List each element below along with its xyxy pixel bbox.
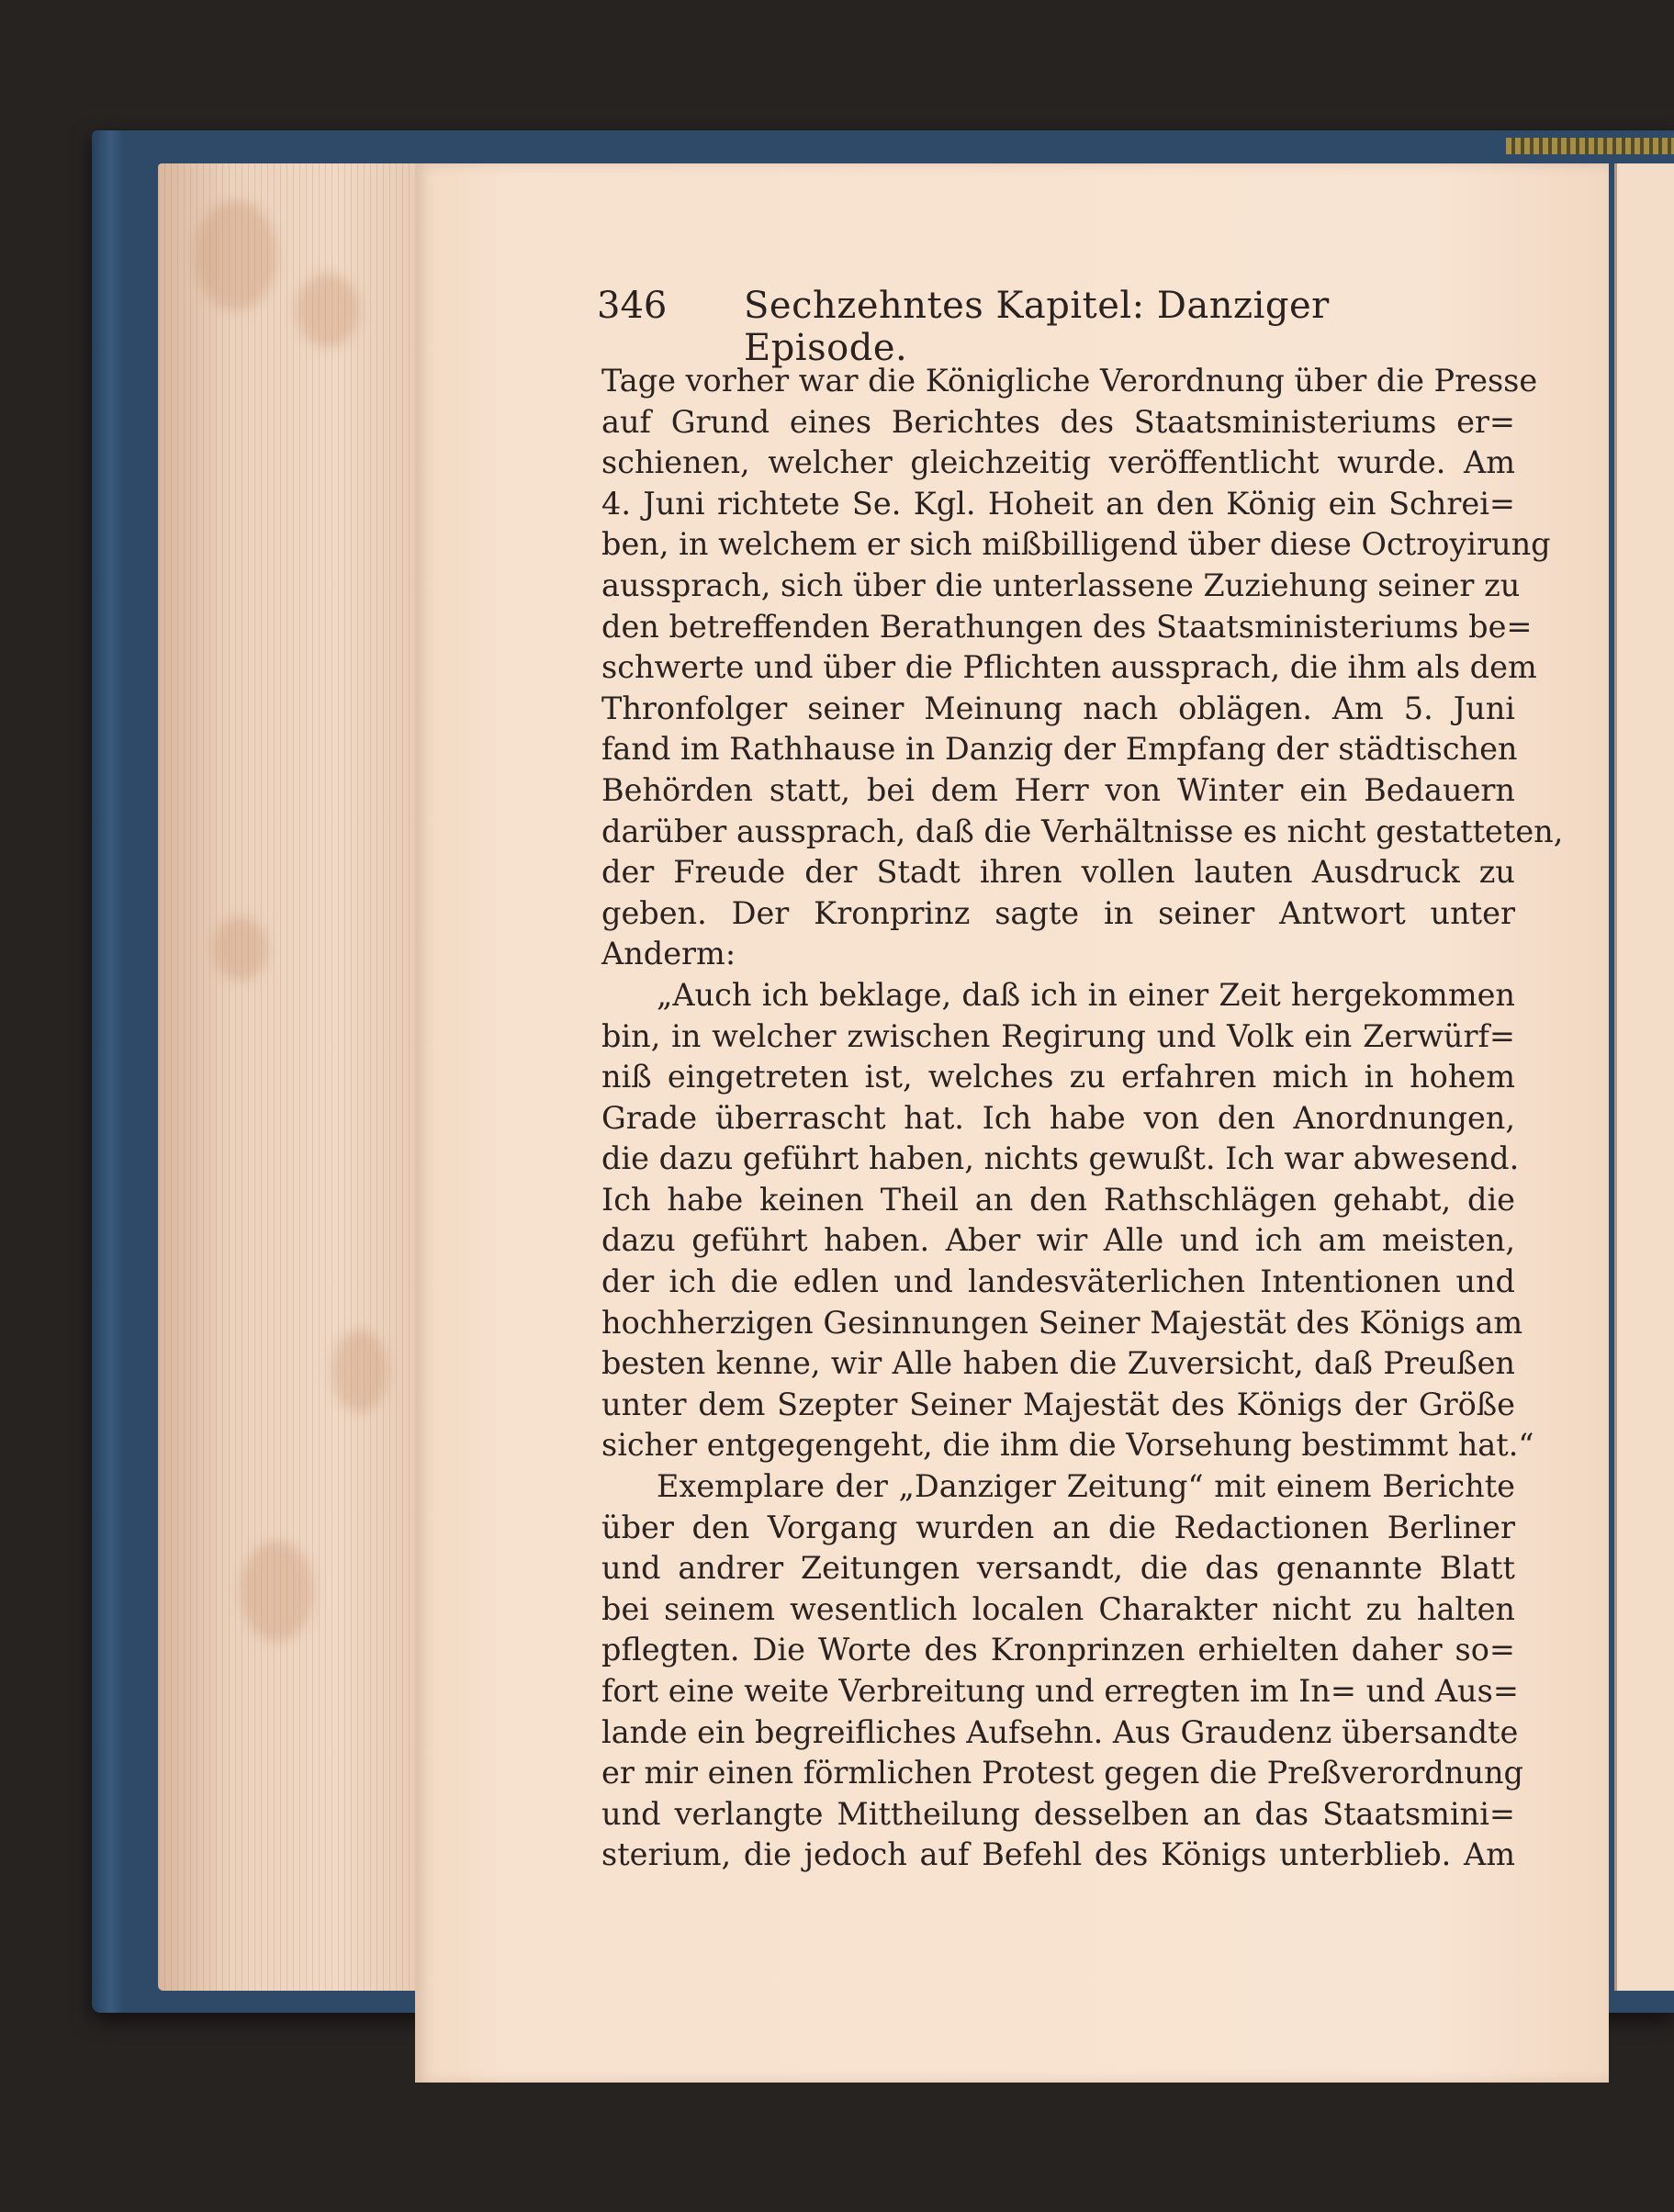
- page-number: 346: [597, 285, 668, 327]
- text-line: pflegten. Die Worte des Kronprinzen erhielten daher so=: [601, 1632, 1515, 1668]
- facing-page-edge: [1614, 163, 1674, 1991]
- text-line: über den Vorgang wurden an die Redactionen Berliner: [601, 1509, 1515, 1545]
- page-body-text: [601, 361, 1564, 1876]
- text-line: unter dem Szepter Seiner Majestät des Königs der Größe: [601, 1386, 1515, 1422]
- text-line: fort eine weite Verbreitung und erregten im In= und Aus=: [601, 1673, 1519, 1709]
- text-line: Anderm:: [601, 936, 736, 972]
- text-line: aussprach, sich über die unterlassene Zuziehung seiner zu: [601, 567, 1521, 603]
- text-line: „Auch ich beklage, daß ich in einer Zeit hergekommen: [657, 976, 1515, 1013]
- text-line: 4. Juni richtete Se. Kgl. Hoheit an den König ein Schrei=: [601, 485, 1515, 522]
- text-line: besten kenne, wir Alle haben die Zuversicht, daß Preußen: [601, 1345, 1515, 1382]
- text-line: Tage vorher war die Königliche Verordnung über die Presse: [601, 363, 1538, 399]
- text-line: schwerte und über die Pflichten aussprach, die ihm als dem: [601, 649, 1537, 686]
- text-line: der ich die edlen und landesväterlichen Intentionen und: [601, 1263, 1515, 1300]
- text-line: er mir einen förmlichen Protest gegen die Preßverordnung: [601, 1755, 1523, 1791]
- text-line: auf Grund eines Berichtes des Staatsministeriums er=: [601, 403, 1515, 440]
- text-line: der Freude der Stadt ihren vollen lauten Ausdruck zu: [601, 854, 1515, 891]
- text-line: Ich habe keinen Theil an den Rathschlägen gehabt, die: [601, 1181, 1515, 1218]
- text-line: sicher entgegengeht, die ihm die Vorsehung bestimmt hat.“: [601, 1427, 1534, 1464]
- foxing-stain: [332, 1330, 388, 1412]
- gilt-edge-decoration: [1506, 138, 1674, 154]
- text-line: und verlangte Mittheilung desselben an das Staatsmini=: [601, 1795, 1515, 1832]
- text-line: die dazu geführt haben, nichts gewußt. Ich war abwesend.: [601, 1140, 1520, 1177]
- text-line: hochherzigen Gesinnungen Seiner Majestät des Königs am: [601, 1304, 1523, 1341]
- text-line: bei seinem wesentlich localen Charakter nicht zu halten: [601, 1590, 1515, 1627]
- text-line: bin, in welcher zwischen Regirung und Volk ein Zerwürf=: [601, 1017, 1515, 1054]
- text-line: lande ein begreifliches Aufsehn. Aus Graudenz übersandte: [601, 1713, 1519, 1750]
- text-line: sterium, die jedoch auf Befehl des Königs unterblieb. Am: [601, 1836, 1515, 1873]
- text-line: ben, in welchem er sich mißbilligend über diese Octroyirung: [601, 526, 1551, 563]
- text-line: darüber aussprach, daß die Verhältnisse es nicht gestatteten,: [601, 813, 1564, 849]
- text-line: Behörden statt, bei dem Herr von Winter ein Bedauern: [601, 771, 1515, 808]
- text-line: niß eingetreten ist, welches zu erfahren mich in hohem: [601, 1059, 1515, 1095]
- foxing-stain: [296, 274, 360, 347]
- text-line: dazu geführt haben. Aber wir Alle und ich am meisten,: [601, 1222, 1515, 1259]
- page-header: [597, 285, 1497, 369]
- cover-edge: [92, 130, 123, 2013]
- text-line: Grade überrascht hat. Ich habe von den Anordnungen,: [601, 1099, 1515, 1136]
- text-line: Thronfolger seiner Meinung nach oblägen. Am 5. Juni: [601, 690, 1515, 726]
- text-line: geben. Der Kronprinz sagte in seiner Antwort unter: [601, 894, 1515, 931]
- foxing-stain: [195, 200, 277, 310]
- text-line: den betreffenden Berathungen des Staatsministeriums be=: [601, 608, 1533, 645]
- text-line: Exemplare der „Danziger Zeitung“ mit einem Berichte: [657, 1468, 1515, 1505]
- page-block-edge: [158, 163, 415, 1991]
- running-title: Sechzehntes Kapitel: Danziger Episode.: [744, 285, 1330, 369]
- text-line: fand im Rathhause in Danzig der Empfang der städtischen: [601, 731, 1518, 768]
- foxing-stain: [241, 1541, 314, 1642]
- text-line: und andrer Zeitungen versandt, die das genannte Blatt: [601, 1550, 1515, 1587]
- foxing-stain: [213, 916, 268, 981]
- text-line: schienen, welcher gleichzeitig veröffentlicht wurde. Am: [601, 444, 1515, 481]
